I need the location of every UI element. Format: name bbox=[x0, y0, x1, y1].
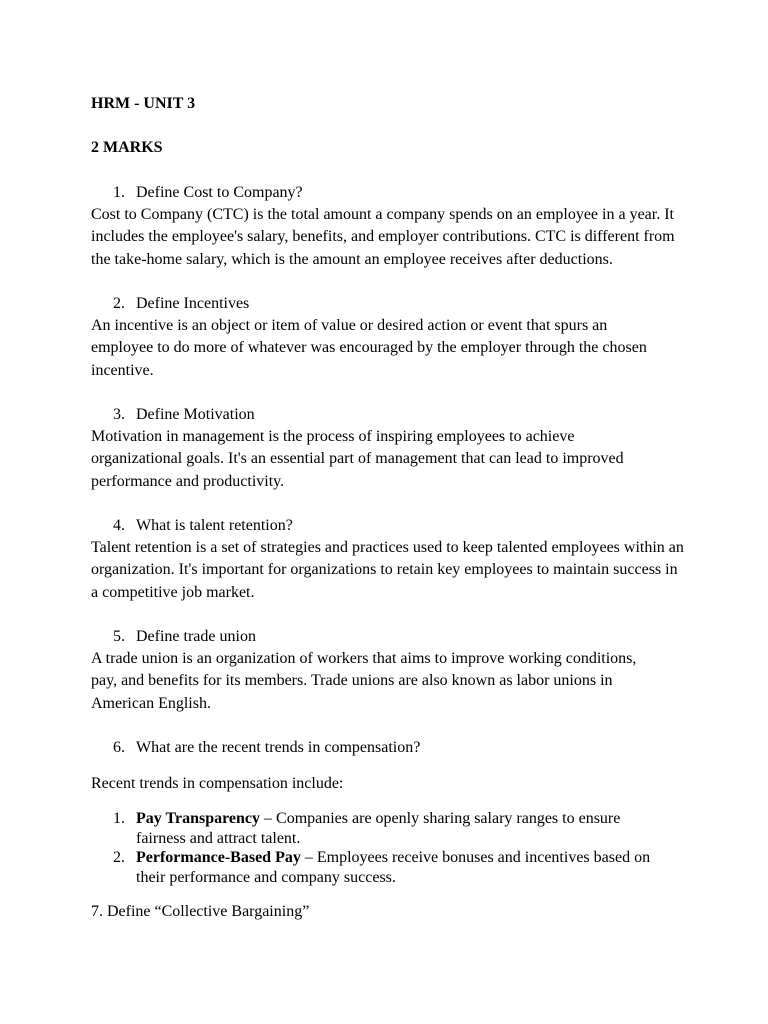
question-5: 5. Define trade union bbox=[113, 628, 256, 645]
answer-1: Cost to Company (CTC) is the total amount a company spends on an employee in a year. It includes the employee's salary, benefits, and employer contributions. CTC is different from the take-home salary, which is the amount an employee receives after deductions. bbox=[91, 206, 675, 268]
question-3: 3. Define Motivation bbox=[113, 406, 255, 423]
answer-2: An incentive is an object or item of value or desired action or event that spurs an employee to do more of whatever was encouraged by the employer through the chosen incentive. bbox=[91, 317, 647, 379]
qa-item-6 bbox=[91, 737, 691, 759]
question-1: 1. Define Cost to Company? bbox=[113, 184, 303, 201]
document-title: HRM - UNIT 3 bbox=[91, 95, 196, 112]
trends-intro: Recent trends in compensation include: bbox=[91, 775, 344, 792]
qa-item-2 bbox=[91, 293, 666, 382]
question-4: 4. What is talent retention? bbox=[113, 517, 293, 534]
section-heading: 2 MARKS bbox=[91, 139, 163, 156]
question-7: 7. Define “Collective Bargaining” bbox=[91, 903, 310, 920]
list-item: 1. Pay Transparency – Companies are openly sharing salary ranges to ensure fairness and attract talent. bbox=[113, 810, 621, 847]
qa-item-5 bbox=[91, 626, 656, 715]
trends-list bbox=[91, 809, 691, 887]
answer-5: A trade union is an organization of workers that aims to improve working conditions, pay, and benefits for its members. Trade unions are also known as labor unions in American English. bbox=[91, 650, 637, 712]
qa-item-1 bbox=[91, 182, 691, 271]
answer-3: Motivation in management is the process of inspiring employees to achieve organizational goals. It's an essential part of management that can lead to improved performance and productivity. bbox=[91, 428, 624, 490]
list-item: 2. Performance-Based Pay – Employees receive bonuses and incentives based on their performance and company success. bbox=[113, 849, 651, 886]
question-6: 6. What are the recent trends in compensation? bbox=[113, 739, 421, 756]
qa-item-3 bbox=[91, 404, 651, 493]
trend-term: Performance-Based Pay bbox=[136, 849, 301, 866]
answer-4: Talent retention is a set of strategies and practices used to keep talented employees within an organization. It's important for organizations to retain key employees to maintain success in a competitive job market. bbox=[91, 539, 684, 601]
qa-item-4 bbox=[91, 515, 686, 604]
question-2: 2. Define Incentives bbox=[113, 295, 250, 312]
trend-term: Pay Transparency bbox=[136, 810, 261, 827]
